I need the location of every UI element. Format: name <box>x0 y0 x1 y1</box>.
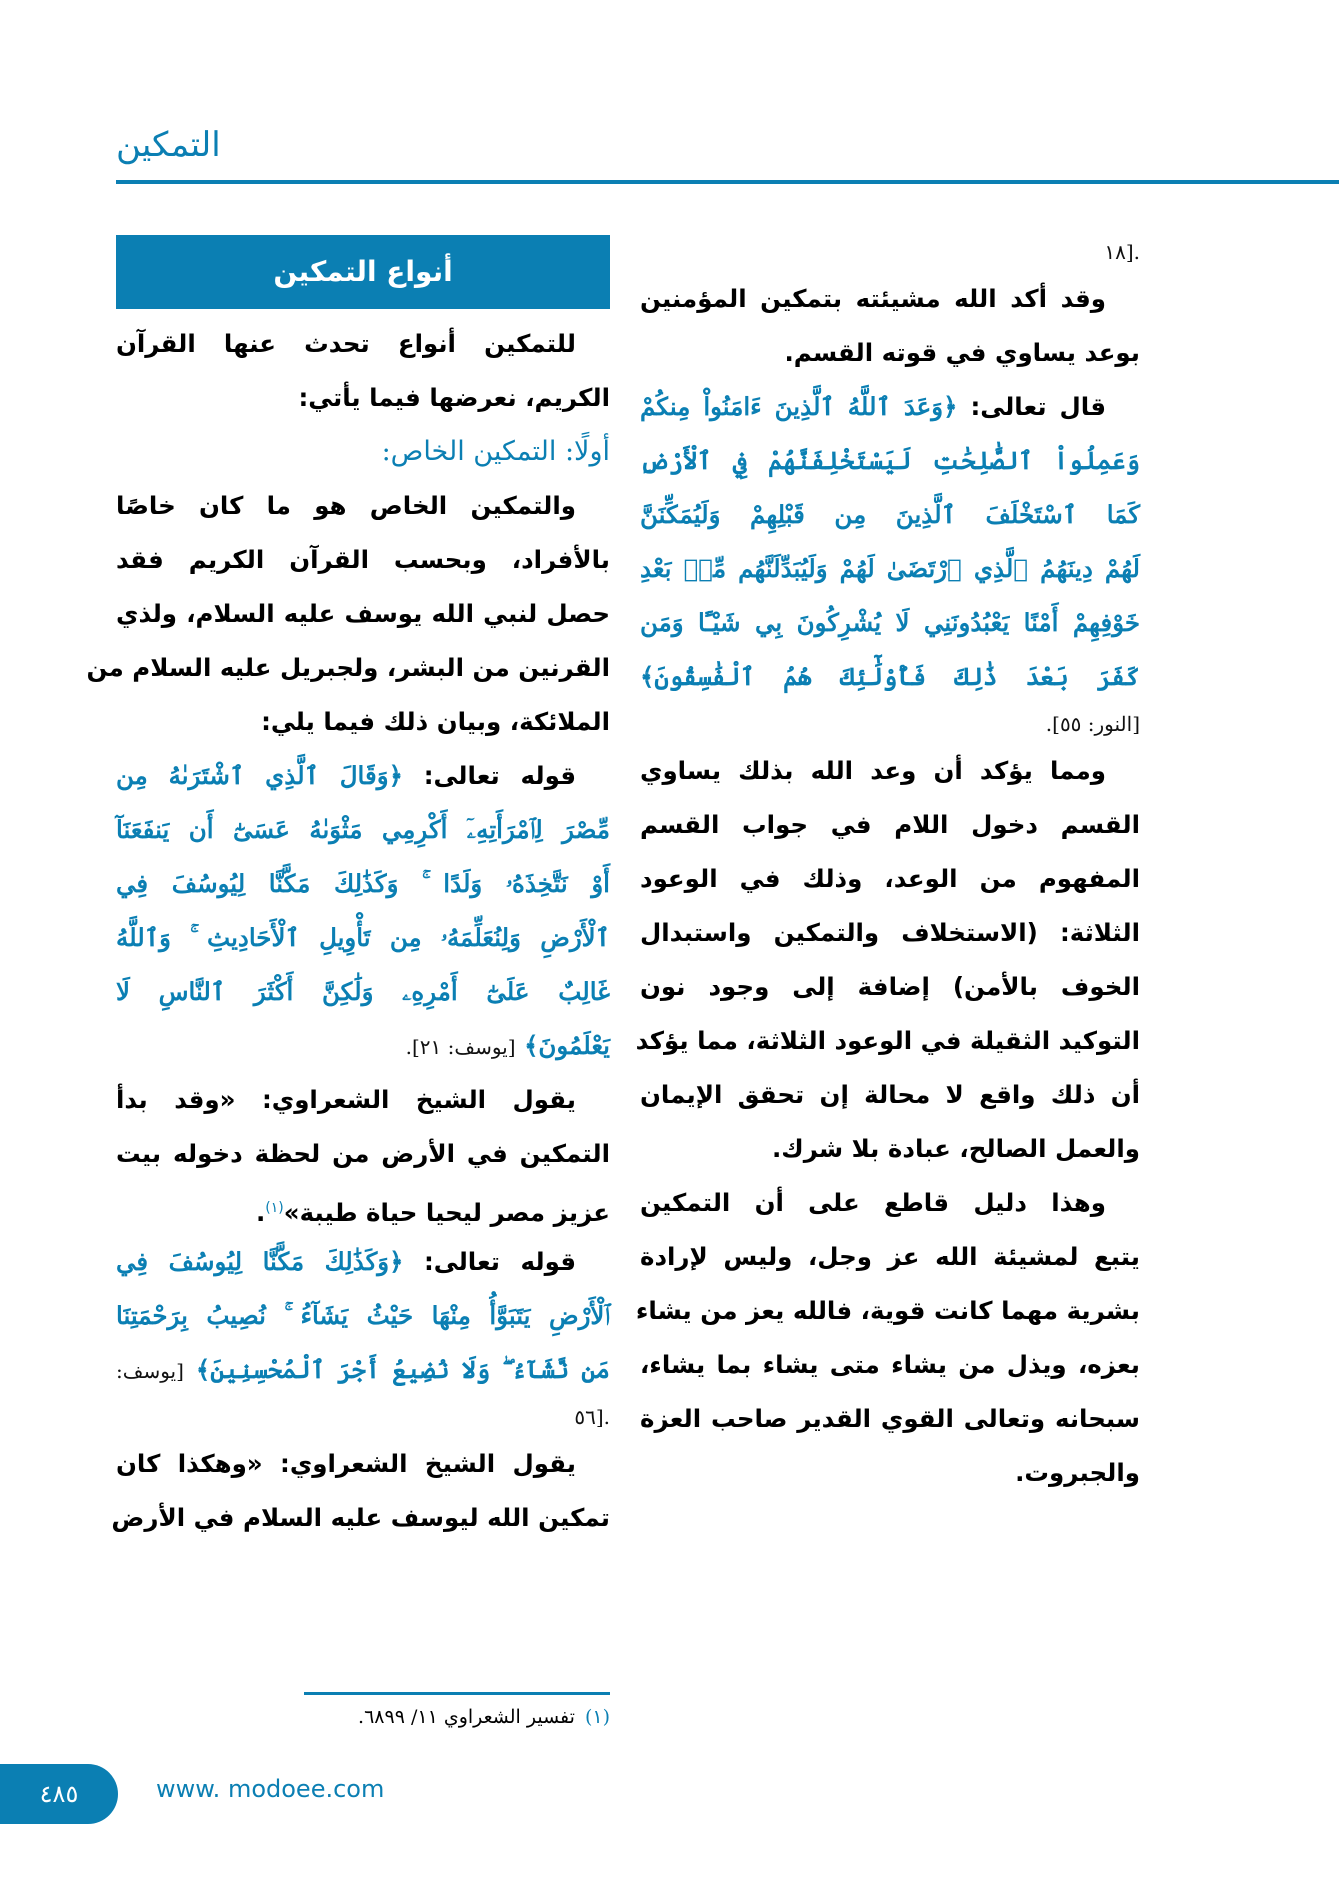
paragraph-line: وقد أكد الله مشيئته بتمكين المؤمنين <box>640 284 1106 313</box>
quran-line: كَفَرَ بَعْدَ ذَٰلِكَ فَأُوْلَٰٓئِكَ هُمُ ٱلْفَٰسِقُونَ﴾ <box>640 662 1140 691</box>
paragraph-line: حصل لنبي الله يوسف عليه السلام، ولذي <box>116 599 610 628</box>
paragraph-line: والجبروت. <box>1015 1458 1140 1487</box>
verse-intro: قال تعالى: <box>970 392 1106 421</box>
left-column <box>86 235 610 1545</box>
verse-reference: [النور: ٥٥]. <box>1045 712 1140 736</box>
paragraph-line: ومما يؤكد أن وعد الله بذلك يساوي <box>640 756 1106 785</box>
quran-text: ﴿وَكَذَٰلِكَ مَكَّنَّا لِيُوسُفَ فِي <box>116 1247 404 1276</box>
paragraph-line: القسم دخول اللام في جواب القسم <box>640 810 1140 839</box>
quran-line: وَعَمِلُواْ ٱلصَّٰلِحَٰتِ لَيَسْتَخْلِفَنَّهُمْ فِي ٱلْأَرْضِ <box>640 446 1140 475</box>
quran-line: لَهُمْ دِينَهُمُ ٱلَّذِي ٱرْتَضَىٰ لَهُمْ وَلَيُبَدِّلَنَّهُم مِّنۢ بَعْدِ <box>640 554 1140 583</box>
quran-text: ﴿وَعَدَ ٱللَّهُ ٱلَّذِينَ ءَامَنُواْ مِنكُمْ <box>640 392 958 421</box>
footnote-number: (١) <box>584 1706 610 1728</box>
footnote-rule <box>304 1692 610 1695</box>
section-title-banner: أنواع التمكين <box>116 235 610 309</box>
paragraph-line: التوكيد الثقيلة في الوعود الثلاثة، مما يؤكد <box>635 1026 1140 1055</box>
verse-reference: .[١٨ <box>1104 240 1140 264</box>
verse-intro-line <box>116 1235 610 1289</box>
website-link[interactable]: www. modoee.com <box>156 1775 385 1803</box>
paragraph-line: الخوف بالأمن) إضافة إلى وجود نون <box>640 972 1140 1001</box>
paragraph-line: سبحانه وتعالى القوي القدير صاحب العزة <box>640 1404 1140 1433</box>
paragraph-line: الثلاثة: (الاستخلاف والتمكين واستبدال <box>640 918 1140 947</box>
page-number-badge: ٤٨٥ <box>0 1764 118 1824</box>
running-title: التمكين <box>116 125 221 165</box>
right-column <box>635 232 1140 1500</box>
paragraph-line: للتمكين أنواع تحدث عنها القرآن <box>116 329 576 358</box>
verse-reference: .[٥٦ <box>574 1405 610 1429</box>
paragraph-line: بالأفراد، وبحسب القرآن الكريم فقد <box>116 545 610 574</box>
paragraph-line: أن ذلك واقع لا محالة إن تحقق الإيمان <box>640 1080 1140 1109</box>
paragraph-line: والتمكين الخاص هو ما كان خاصًا <box>116 491 576 520</box>
verse-reference: [يوسف: <box>116 1359 184 1383</box>
paragraph-line: بشرية مهما كانت قوية، فالله يعز من يشاء <box>635 1296 1140 1325</box>
quran-line: ٱلْأَرْضِ يَتَبَوَّأُ مِنْهَا حَيْثُ يَشَآءُ ۚ نُصِيبُ بِرَحْمَتِنَا <box>116 1301 610 1330</box>
quran-line: كَمَا ٱسْتَخْلَفَ ٱلَّذِينَ مِن قَبْلِهِمْ وَلَيُمَكِّنَنَّ <box>640 500 1140 529</box>
footnote-text: تفسير الشعراوي ١١/ ٦٨٩٩. <box>358 1706 575 1728</box>
paragraph-line: الملائكة، وبيان ذلك فيما يلي: <box>261 707 610 736</box>
header-rule <box>116 180 1339 184</box>
paragraph-line: يقول الشيخ الشعراوي: «وهكذا كان <box>116 1449 576 1478</box>
paragraph-line: القرنين من البشر، ولجبريل عليه السلام من <box>86 653 610 682</box>
paragraph-line: والعمل الصالح، عبادة بلا شرك. <box>771 1134 1140 1163</box>
quote-text: عزيز مصر ليحيا حياة طيبة» <box>283 1198 610 1228</box>
footnote-marker[interactable]: (١) <box>265 1200 284 1216</box>
paragraph-line: بوعد يساوي في قوته القسم. <box>784 338 1140 367</box>
quran-text: ﴿وَقَالَ ٱلَّذِي ٱشْتَرَىٰهُ مِن <box>116 761 403 790</box>
verse-intro-line <box>640 380 1140 434</box>
quran-line: غَالِبٌ عَلَىٰٓ أَمْرِهِۦ وَلَٰكِنَّ أَكْثَرَ ٱلنَّاسِ لَا <box>116 977 610 1006</box>
quran-text: مَن نَّشَآءُ ۖ وَلَا نُضِيعُ أَجْرَ ٱلْمُحْسِنِينَ﴾ <box>195 1355 610 1384</box>
paragraph-line: تمكين الله ليوسف عليه السلام في الأرض <box>111 1503 610 1532</box>
verse-end-line <box>116 1019 610 1073</box>
quran-line: أَوْ نَتَّخِذَهُۥ وَلَدًا ۚ وَكَذَٰلِكَ مَكَّنَّا لِيُوسُفَ فِي <box>116 869 610 898</box>
verse-end-line <box>116 1343 610 1397</box>
subheading: أولًا: التمكين الخاص: <box>381 436 610 467</box>
paragraph-line: المفهوم من الوعد، وذلك في الوعود <box>640 864 1140 893</box>
verse-intro: قوله تعالى: <box>423 761 576 790</box>
quran-line: ٱلْأَرْضِ وَلِنُعَلِّمَهُۥ مِن تَأْوِيلِ ٱلْأَحَادِيثِ ۚ وَٱللَّهُ <box>116 923 610 952</box>
footnote <box>200 1706 610 1728</box>
quran-line: خَوْفِهِمْ أَمْنًا يَعْبُدُونَنِي لَا يُشْرِكُونَ بِي شَيْـًٔا وَمَن <box>640 608 1140 637</box>
paragraph-line: بعزه، ويذل من يشاء متى يشاء بما يشاء، <box>640 1350 1140 1379</box>
paragraph-line: عزيز مصر ليحيا حياة طيبة»$^{(١)}$. <box>255 1198 610 1228</box>
paragraph-line: يقول الشيخ الشعراوي: «وقد بدأ <box>116 1085 576 1114</box>
quran-text: يَعْلَمُونَ﴾ <box>524 1031 610 1060</box>
quran-line: مِّصْرَ لِٱمْرَأَتِهِۦٓ أَكْرِمِي مَثْوَىٰهُ عَسَىٰٓ أَن يَنفَعَنَآ <box>116 815 610 844</box>
paragraph-line: التمكين في الأرض من لحظة دخوله بيت <box>116 1139 610 1168</box>
paragraph-line: الكريم، نعرضها فيما يأتي: <box>298 383 610 412</box>
paragraph-line: يتبع لمشيئة الله عز وجل، وليس لإرادة <box>640 1242 1140 1271</box>
paragraph-line: وهذا دليل قاطع على أن التمكين <box>640 1188 1106 1217</box>
verse-intro: قوله تعالى: <box>423 1247 576 1276</box>
verse-intro-line <box>116 749 610 803</box>
verse-reference: [يوسف: ٢١]. <box>405 1035 516 1059</box>
